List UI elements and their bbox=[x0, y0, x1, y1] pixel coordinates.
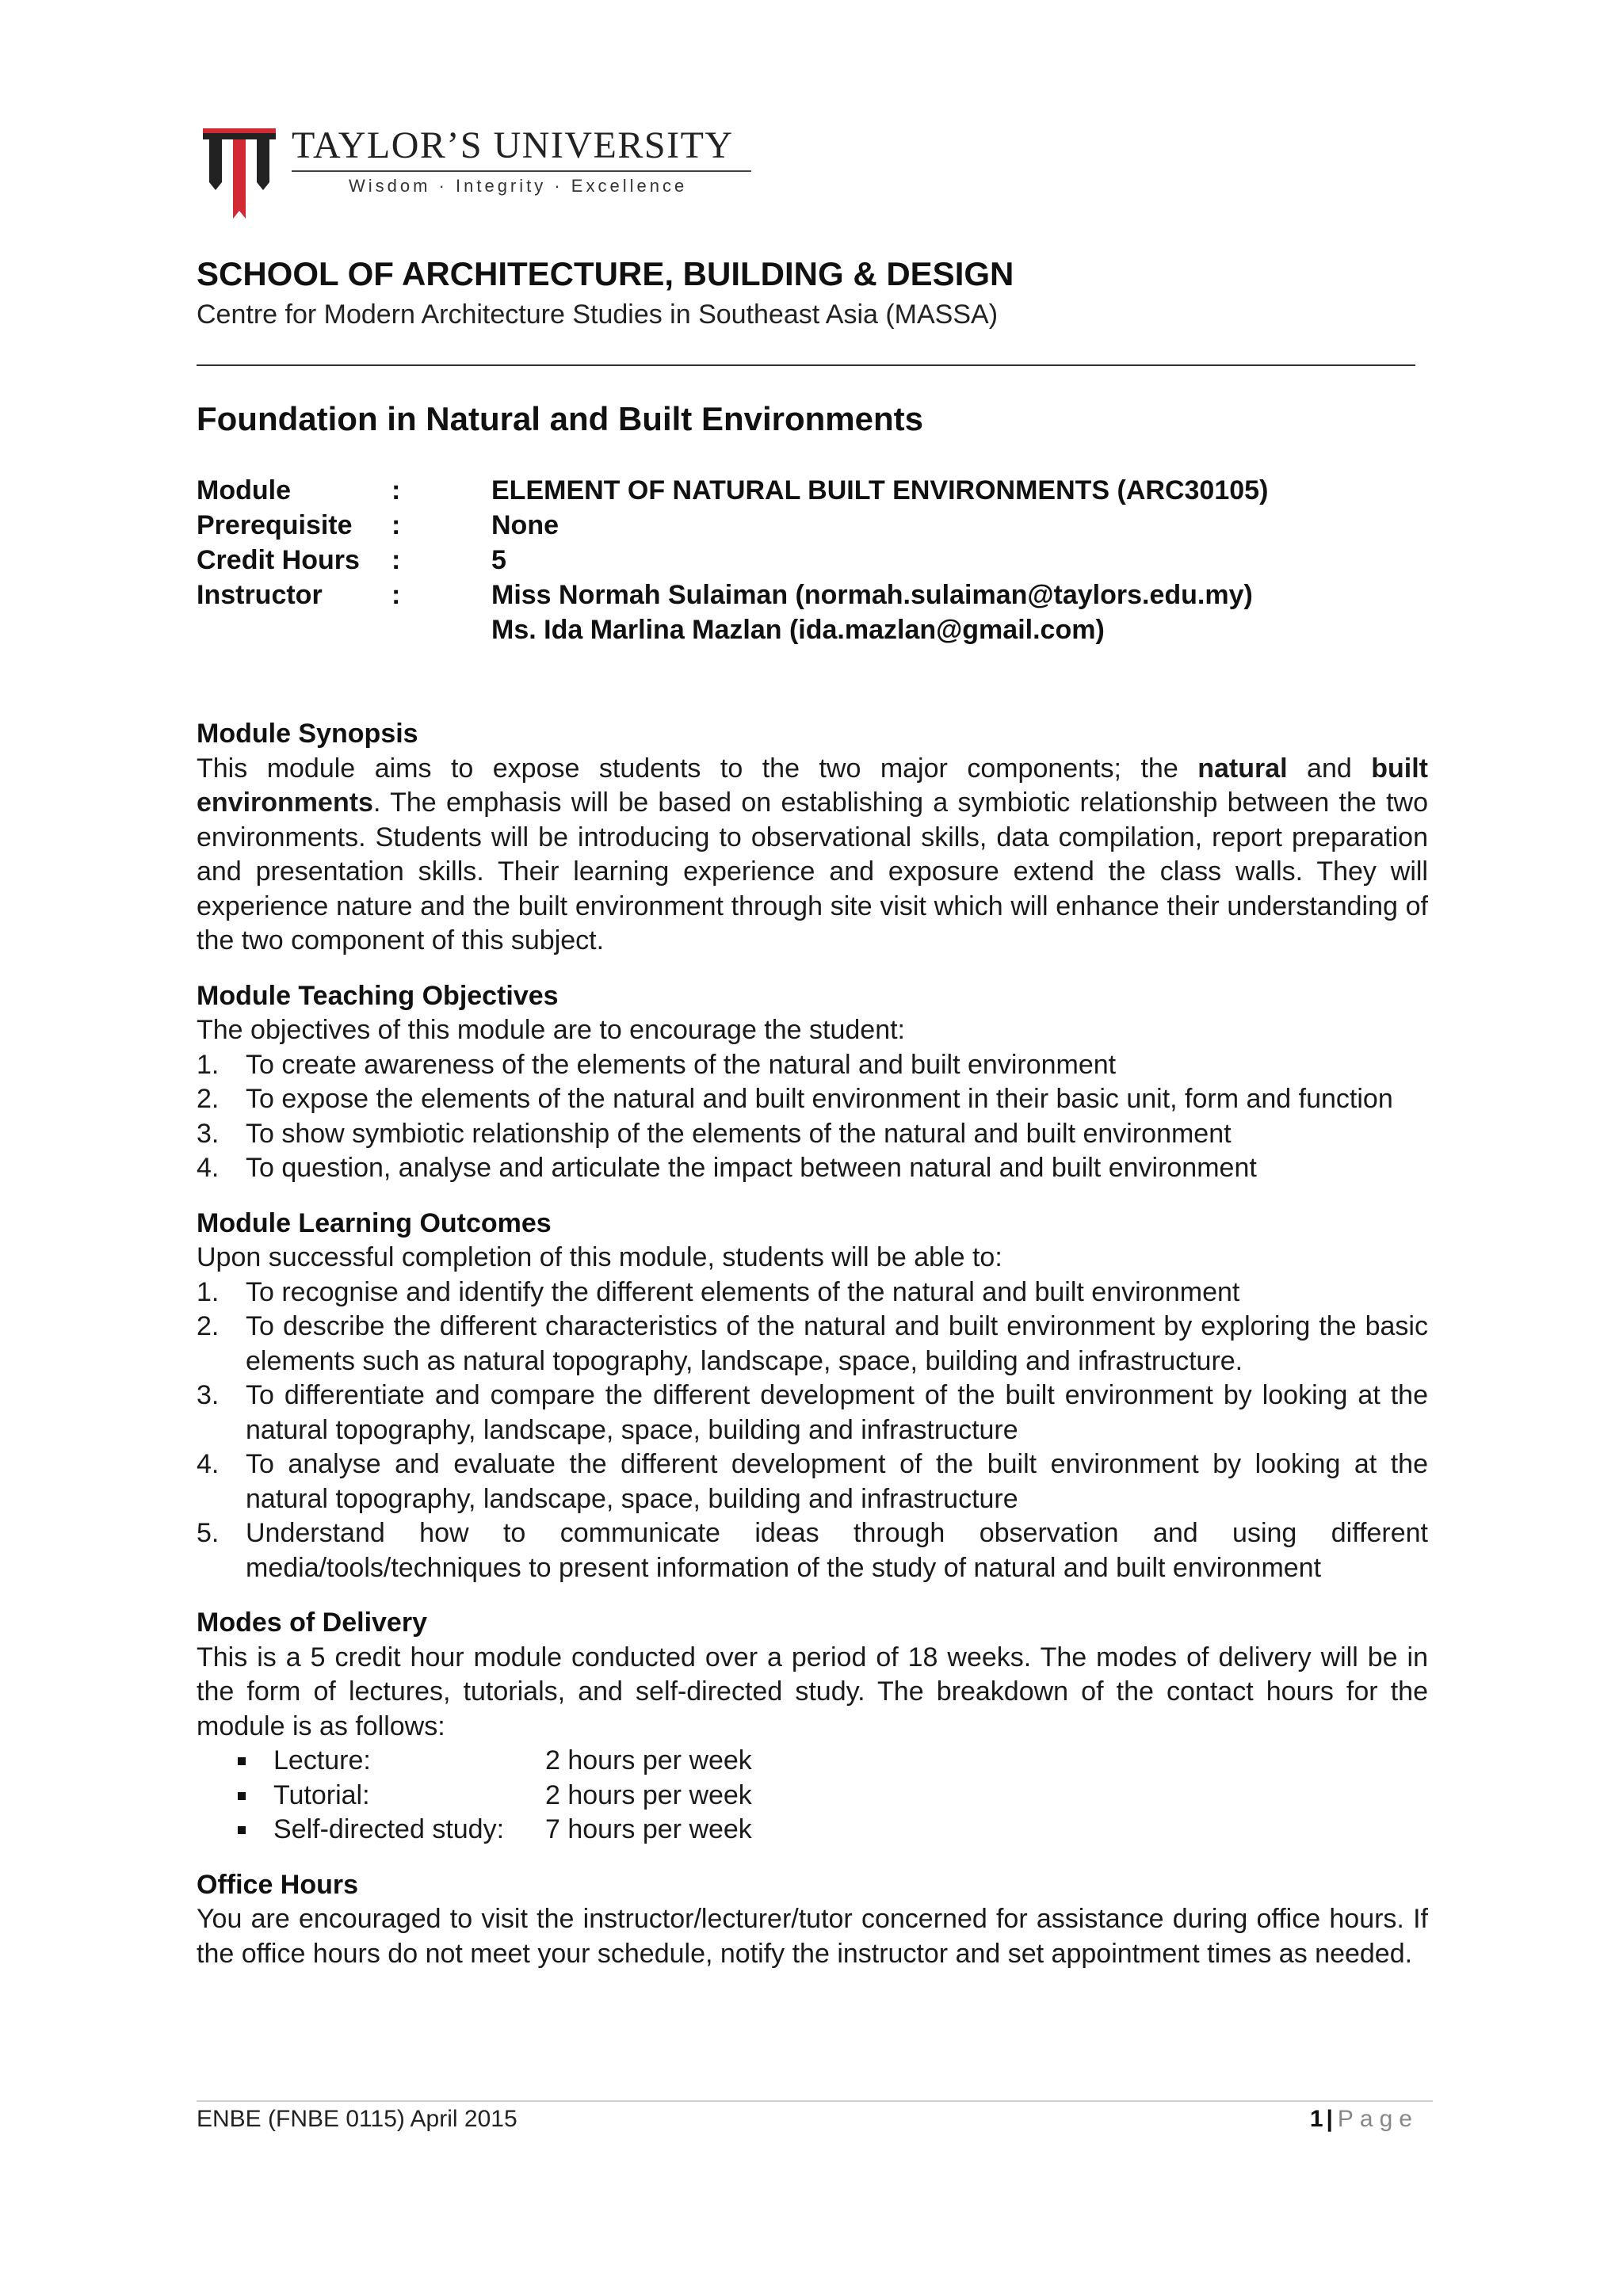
item-number: 2. bbox=[197, 1311, 220, 1341]
meta-colon: : bbox=[391, 510, 401, 540]
item-number: 3. bbox=[197, 1118, 220, 1149]
item-number: 4. bbox=[197, 1449, 220, 1479]
bold-term: built environments bbox=[197, 753, 1428, 818]
item-number: 5. bbox=[197, 1518, 220, 1548]
school-title: SCHOOL OF ARCHITECTURE, BUILDING & DESIGN bbox=[197, 255, 1014, 292]
item-text: To create awareness of the elements of the natural and built environment bbox=[246, 1049, 1117, 1080]
university-logo bbox=[198, 120, 769, 223]
item-text: To show symbiotic relationship of the elements of the natural and built environment bbox=[246, 1118, 1232, 1149]
item-label: Self-directed study: bbox=[273, 1814, 505, 1844]
item-text: Understand how to communicate ideas through observation and using different media/tools/techniques to present information of the study of natural and built environment bbox=[246, 1518, 1428, 1583]
list-item bbox=[197, 1117, 1428, 1152]
meta-value: 5 bbox=[491, 545, 506, 575]
item-text: To differentiate and compare the different development of the built environment by looking at the natural topography, landscape, space, building and infrastructure bbox=[246, 1380, 1428, 1445]
document-body bbox=[197, 717, 1428, 1992]
synopsis-text bbox=[197, 752, 1428, 959]
meta-value: Miss Normah Sulaiman (normah.sulaiman@taylors.edu.my) bbox=[491, 580, 1253, 610]
logo-tagline: Wisdom · Integrity · Excellence bbox=[349, 176, 688, 196]
meta-value: None bbox=[491, 510, 559, 540]
outcomes-section bbox=[197, 1207, 1428, 1586]
text-run: . The emphasis will be based on establishing a symbiotic relationship between the two environments. Students will be introducing to observational skills, data compilation, report preparation and presentation skills. Their learning experience and exposure extend the class walls. They will experience nature and the built environment through site visit which will enhance their understanding of the two component of this subject. bbox=[197, 788, 1428, 955]
page-separator: | bbox=[1326, 2106, 1333, 2132]
meta-label: Credit Hours bbox=[197, 545, 360, 575]
section-intro: Upon successful completion of this module, students will be able to: bbox=[197, 1242, 1002, 1272]
list-item bbox=[197, 1048, 1428, 1083]
square-bullet-icon bbox=[238, 1792, 246, 1800]
meta-label: Prerequisite bbox=[197, 510, 353, 540]
item-number: 4. bbox=[197, 1153, 220, 1183]
section-intro: The objectives of this module are to encourage the student: bbox=[197, 1015, 905, 1045]
delivery-section bbox=[197, 1606, 1428, 1848]
meta-value: ELEMENT OF NATURAL BUILT ENVIRONMENTS (ARC30105) bbox=[491, 475, 1269, 505]
meta-label: Instructor bbox=[197, 580, 323, 610]
text-run: This module aims to expose students to the two major components; the bbox=[197, 753, 1198, 784]
bold-term: natural bbox=[1197, 753, 1288, 784]
objectives-section bbox=[197, 979, 1428, 1186]
list-item bbox=[197, 1082, 1428, 1117]
page-number-value: 1 bbox=[1309, 2106, 1323, 2132]
list-item bbox=[197, 1447, 1428, 1516]
list-item bbox=[197, 1744, 1428, 1779]
page-label: Page bbox=[1337, 2106, 1419, 2132]
office-hours-section bbox=[197, 1868, 1428, 1972]
item-number: 1. bbox=[197, 1276, 220, 1307]
footer-divider bbox=[197, 2100, 1433, 2102]
logo-divider bbox=[292, 170, 751, 172]
footer-course-code: ENBE (FNBE 0115) April 2015 bbox=[197, 2106, 517, 2132]
item-text: To describe the different characteristics of the natural and built environment by exploring the basic elements such as natural topography, landscape, space, building and infrastructure. bbox=[246, 1311, 1428, 1376]
item-hours: 2 hours per week bbox=[545, 1745, 752, 1775]
list-item bbox=[197, 1813, 1428, 1848]
list-item bbox=[197, 1276, 1428, 1310]
item-text: To expose the elements of the natural and built environment in their basic unit, form and function bbox=[246, 1084, 1393, 1114]
section-heading: Modes of Delivery bbox=[197, 1608, 427, 1638]
list-item bbox=[197, 1310, 1428, 1379]
item-text: To question, analyse and articulate the impact between natural and built environment bbox=[246, 1153, 1257, 1183]
meta-value: Ms. Ida Marlina Mazlan (ida.mazlan@gmail.com) bbox=[491, 615, 1105, 645]
item-number: 2. bbox=[197, 1084, 220, 1114]
taylors-crest-icon bbox=[201, 127, 277, 220]
list-item bbox=[197, 1516, 1428, 1585]
item-label: Lecture: bbox=[273, 1745, 371, 1775]
contact-hours-list bbox=[197, 1744, 1428, 1848]
meta-colon: : bbox=[391, 475, 401, 505]
centre-subtitle: Centre for Modern Architecture Studies in Southeast Asia (MASSA) bbox=[197, 299, 999, 330]
meta-colon: : bbox=[391, 580, 401, 610]
item-hours: 7 hours per week bbox=[545, 1814, 752, 1844]
section-heading: Module Learning Outcomes bbox=[197, 1207, 552, 1238]
logo-title: TAYLOR’S UNIVERSITY bbox=[292, 124, 734, 166]
list-item bbox=[197, 1779, 1428, 1814]
meta-colon: : bbox=[391, 545, 401, 575]
page-number bbox=[1310, 2106, 1419, 2133]
item-text: To recognise and identify the different elements of the natural and built environment bbox=[246, 1276, 1240, 1307]
item-text: To analyse and evaluate the different development of the built environment by looking at the natural topography, landscape, space, building and infrastructure bbox=[246, 1449, 1428, 1514]
programme-title: Foundation in Natural and Built Environments bbox=[197, 400, 924, 437]
office-hours-text: You are encouraged to visit the instructor/lecturer/tutor concerned for assistance during office hours. If the office hours do not meet your schedule, notify the instructor and set appointment times as needed. bbox=[197, 1904, 1428, 1969]
delivery-text: This is a 5 credit hour module conducted over a period of 18 weeks. The modes of delivery will be in the form of lectures, tutorials, and self-directed study. The breakdown of the contact hours for the module is as follows: bbox=[197, 1642, 1428, 1741]
section-heading: Module Teaching Objectives bbox=[197, 980, 559, 1011]
list-item bbox=[197, 1151, 1428, 1186]
header-divider bbox=[197, 364, 1415, 366]
item-hours: 2 hours per week bbox=[545, 1779, 752, 1810]
section-heading: Office Hours bbox=[197, 1869, 359, 1900]
section-heading: Module Synopsis bbox=[197, 719, 418, 749]
outcomes-list bbox=[197, 1276, 1428, 1586]
item-label: Tutorial: bbox=[273, 1779, 370, 1810]
list-item bbox=[197, 1379, 1428, 1447]
objectives-list bbox=[197, 1048, 1428, 1186]
item-number: 3. bbox=[197, 1380, 220, 1410]
square-bullet-icon bbox=[238, 1826, 246, 1834]
square-bullet-icon bbox=[238, 1757, 246, 1765]
item-number: 1. bbox=[197, 1049, 220, 1080]
meta-label: Module bbox=[197, 475, 291, 505]
synopsis-section bbox=[197, 717, 1428, 959]
text-run: and bbox=[1287, 753, 1372, 784]
